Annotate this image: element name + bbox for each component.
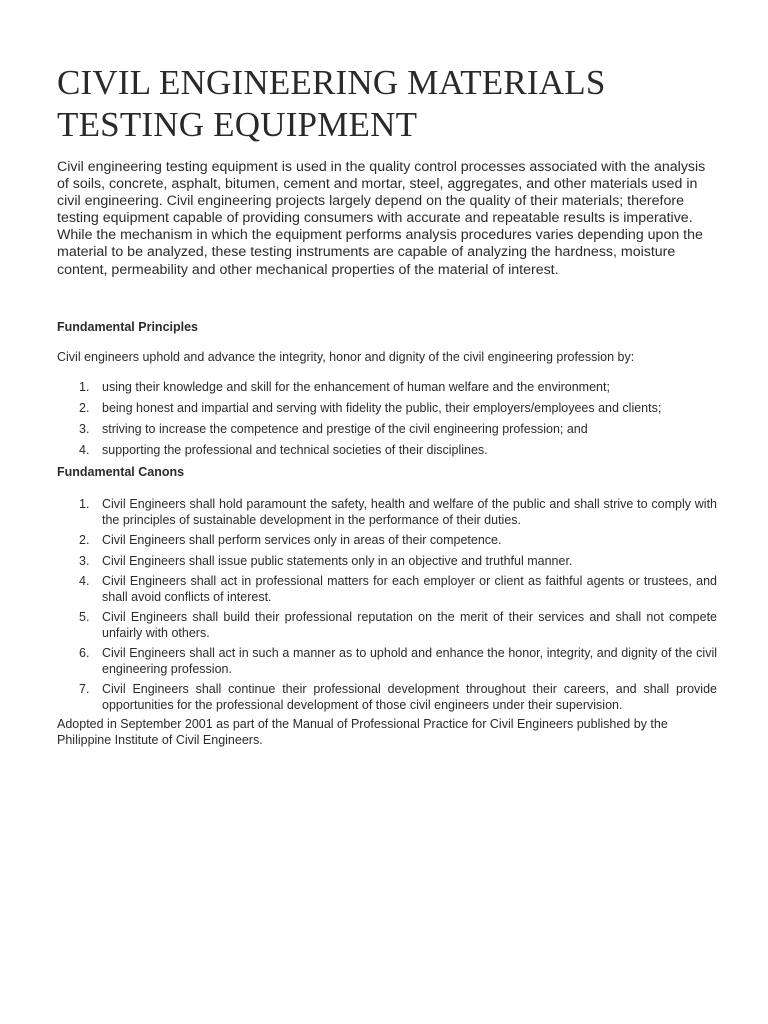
adoption-note: Adopted in September 2001 as part of the Manual of Professional Practice for Civil Engineers published by the Philippine Institute of Civil Engineers. — [57, 717, 668, 747]
list-item — [57, 574, 717, 605]
principles-lead: Civil engineers uphold and advance the integrity, honor and dignity of the civil engineering profession by: — [57, 349, 635, 364]
list-number: 3. — [79, 553, 90, 568]
list-item — [57, 610, 717, 641]
list-item-text: striving to increase the competence and prestige of the civil engineering profession; and — [102, 422, 588, 437]
list-item — [57, 380, 717, 396]
list-item-text: Civil Engineers shall issue public statements only in an objective and truthful manner. — [102, 553, 573, 568]
list-item — [57, 554, 717, 570]
list-item-text: being honest and impartial and serving with fidelity the public, their employers/employees and clients; — [102, 401, 662, 416]
list-number: 1. — [79, 497, 90, 512]
list-item-text: Civil Engineers shall hold paramount the safety, health and welfare of the public and shall strive to comply with the principles of sustainable development in the performance of their duties. — [102, 497, 717, 527]
list-item — [57, 443, 717, 459]
list-item-text: Civil Engineers shall act in professional matters for each employer or client as faithful agents or trustees, and shall avoid conflicts of interest. — [102, 574, 717, 604]
list-item-text: Civil Engineers shall continue their professional development throughout their careers, and shall provide opportunities for the professional development of those civil engineers under their supervision. — [102, 682, 717, 712]
principles-heading: Fundamental Principles — [57, 319, 199, 334]
list-item-text: Civil Engineers shall build their professional reputation on the merit of their services and shall not compete unfairly with others. — [102, 610, 717, 640]
list-number: 1. — [79, 380, 90, 395]
list-number: 4. — [79, 443, 90, 458]
list-item — [57, 646, 717, 677]
document-title: CIVIL ENGINEERING MATERIALS TESTING EQUIPMENT — [57, 63, 606, 144]
canons-list — [57, 497, 717, 713]
list-item-text: Civil Engineers shall perform services only in areas of their competence. — [102, 533, 502, 548]
list-number: 2. — [79, 401, 90, 416]
list-item — [57, 422, 717, 438]
list-item — [57, 401, 717, 417]
list-item — [57, 682, 717, 713]
list-number: 5. — [79, 610, 90, 625]
list-number: 6. — [79, 646, 90, 661]
list-item-text: Civil Engineers shall act in such a manner as to uphold and enhance the honor, integrity, and dignity of the civil engineering profession. — [102, 646, 717, 676]
list-item-text: supporting the professional and technical societies of their disciplines. — [102, 443, 488, 458]
principles-list — [57, 380, 717, 459]
list-item — [57, 497, 717, 528]
list-number: 4. — [79, 574, 90, 589]
document-page — [57, 62, 717, 748]
list-item — [57, 533, 717, 549]
intro-paragraph: Civil engineering testing equipment is used in the quality control processes associated with the analysis of soils, concrete, asphalt, bitumen, cement and mortar, steel, aggregates, and other materials used in civil engineering. Civil engineering projects largely depend on the quality of their materials; therefore testing equipment capable of providing consumers with accurate and repeatable results is imperative. While the mechanism in which the equipment performs analysis procedures varies depending upon the material to be analyzed, these testing instruments are capable of analyzing the hardness, moisture content, permeability and other mechanical properties of the material of interest. — [57, 159, 706, 278]
canons-heading: Fundamental Canons — [57, 465, 185, 480]
list-number: 2. — [79, 533, 90, 548]
list-number: 7. — [79, 682, 90, 697]
list-item-text: using their knowledge and skill for the enhancement of human welfare and the environment; — [102, 380, 610, 395]
list-number: 3. — [79, 422, 90, 437]
